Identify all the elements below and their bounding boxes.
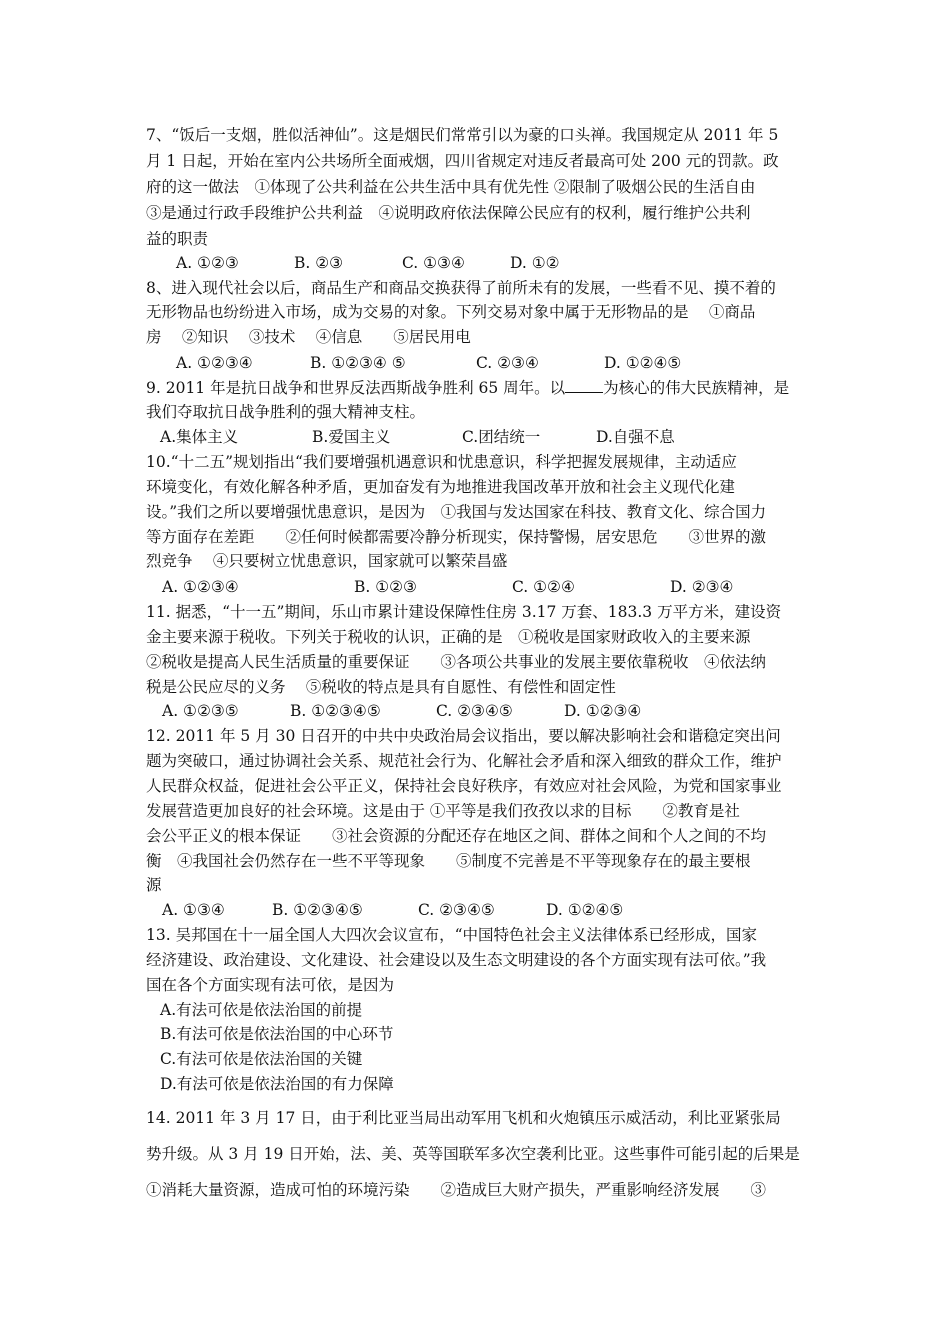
q12-option-c[interactable]: C. ②③④⑤ — [418, 901, 495, 919]
q7-option-c[interactable]: C. ①③④ — [402, 254, 465, 272]
q9-line-2: 我们夺取抗日战争胜利的强大精神支柱。 — [146, 403, 426, 421]
q12-option-a[interactable]: A. ①③④ — [162, 901, 225, 919]
q9-line-1 — [146, 377, 816, 399]
q10-line-4: 等方面存在差距 ②任何时候都需要冷静分析现实，保持警惕，居安思危 ③世界的激 — [146, 528, 767, 546]
q9-option-c[interactable]: C.团结统一 — [462, 428, 541, 446]
q8-option-a[interactable]: A. ①②③④ — [176, 354, 253, 372]
q13-line-2: 经济建设、政治建设、文化建设、社会建设以及生态文明建设的各个方面实现有法可依。”我 — [146, 951, 767, 969]
q13-line-3: 国在各个方面实现有法可依，是因为 — [146, 976, 395, 994]
q10-line-3: 设。”我们之所以要增强忧患意识，是因为 ①我国与发达国家在科技、教育文化、综合国力 — [146, 503, 767, 521]
q10-option-b[interactable]: B. ①②③ — [354, 578, 417, 596]
q14-line-1: 14. 2011 年 3 月 17 日，由于利比亚当局出动军用飞机和火炮镇压示威活动，利比亚紧张局 — [146, 1109, 781, 1127]
q12-line-2: 题为突破口，通过协调社会关系、规范社会行为、化解社会矛盾和深入细致的群众工作，维护 — [146, 752, 782, 770]
q12-option-d[interactable]: D. ①②④⑤ — [546, 901, 624, 919]
q7-line-3: 府的这一做法 ①体现了公共利益在公共生活中具有优先性 ②限制了吸烟公民的生活自由 — [146, 178, 756, 196]
q10-option-a[interactable]: A. ①②③④ — [162, 578, 239, 596]
q7-line-2: 月 1 日起，开始在室内公共场所全面戒烟，四川省规定对违反者最高可处 200 元的罚款。政 — [146, 152, 779, 170]
q7-option-b[interactable]: B. ②③ — [294, 254, 344, 272]
q9-text-before-blank: 9. 2011 年是抗日战争和世界反法西斯战争胜利 65 周年。以 — [146, 379, 566, 397]
q10-option-c[interactable]: C. ①②④ — [512, 578, 575, 596]
q8-line-1: 8、进入现代社会以后，商品生产和商品交换获得了前所未有的发展，一些看不见、摸不着的 — [146, 279, 776, 297]
q7-option-a[interactable]: A. ①②③ — [176, 254, 239, 272]
q13-option-c[interactable]: C.有法可依是依法治国的关键 — [160, 1050, 363, 1068]
q8-line-2: 无形物品也纷纷进入市场，成为交易的对象。下列交易对象中属于无形物品的是 ①商品 — [146, 303, 756, 321]
q11-option-a[interactable]: A. ①②③⑤ — [162, 702, 239, 720]
q10-option-d[interactable]: D. ②③④ — [670, 578, 734, 596]
q9-option-d[interactable]: D.自强不息 — [596, 428, 675, 446]
q12-option-b[interactable]: B. ①②③④⑤ — [272, 901, 363, 919]
q11-line-2: 金主要来源于税收。下列关于税收的认识，正确的是 ①税收是国家财政收入的主要来源 — [146, 628, 751, 646]
q12-line-5: 会公平正义的根本保证 ③社会资源的分配还存在地区之间、群体之间和个人之间的不均 — [146, 827, 767, 845]
q7-line-4: ③是通过行政手段维护公共利益 ④说明政府依法保障公民应有的权利，履行维护公共利 — [146, 204, 751, 222]
q13-option-d[interactable]: D.有法可依是依法治国的有力保障 — [160, 1075, 394, 1093]
q8-option-c[interactable]: C. ②③④ — [476, 354, 539, 372]
q11-option-c[interactable]: C. ②③④⑤ — [436, 702, 513, 720]
q8-option-b[interactable]: B. ①②③④ ⑤ — [310, 354, 406, 372]
q9-blank — [565, 378, 603, 393]
q13-option-a[interactable]: A.有法可依是依法治国的前提 — [160, 1001, 363, 1019]
q7-line-1: 7、“饭后一支烟，胜似活神仙”。这是烟民们常常引以为豪的口头禅。我国规定从 2011 年 5 — [146, 126, 779, 144]
q10-line-1: 10.“十二五”规划指出“我们要增强机遇意识和忧患意识，科学把握发展规律，主动适应 — [146, 453, 737, 471]
q10-line-2: 环境变化，有效化解各种矛盾，更加奋发有为地推进我国改革开放和社会主义现代化建 — [146, 478, 736, 496]
q11-line-1: 11. 据悉，“十一五”期间，乐山市累计建设保障性住房 3.17 万套、183.3 万平方米，建设资 — [146, 603, 782, 621]
q8-line-3: 房 ②知识 ③技术 ④信息 ⑤居民用电 — [146, 328, 471, 346]
q14-line-2: 势升级。从 3 月 19 日开始，法、美、英等国联军多次空袭利比亚。这些事件可能引起的后果是 — [146, 1145, 800, 1163]
q11-line-3: ②税收是提高人民生活质量的重要保证 ③各项公共事业的发展主要依靠税收 ④依法纳 — [146, 653, 767, 671]
q9-option-b[interactable]: B.爱国主义 — [312, 428, 391, 446]
q12-line-6: 衡 ④我国社会仍然存在一些不平等现象 ⑤制度不完善是不平等现象存在的最主要根 — [146, 852, 751, 870]
q12-line-7: 源 — [146, 876, 162, 894]
q10-line-5: 烈竞争 ④只要树立忧患意识，国家就可以繁荣昌盛 — [146, 552, 508, 570]
q11-option-b[interactable]: B. ①②③④⑤ — [290, 702, 381, 720]
q9-text-after-blank: 为核心的伟大民族精神，是 — [603, 379, 790, 397]
q7-line-5: 益的职责 — [146, 230, 209, 248]
q8-option-d[interactable]: D. ①②④⑤ — [604, 354, 682, 372]
q12-line-3: 人民群众权益，促进社会公平正义，保持社会良好秩序，有效应对社会风险，为党和国家事业 — [146, 777, 782, 795]
q14-line-3: ①消耗大量资源，造成可怕的环境污染 ②造成巨大财产损失，严重影响经济发展 ③ — [146, 1181, 767, 1199]
q13-line-1: 13. 吴邦国在十一届全国人大四次会议宣布，“中国特色社会主义法律体系已经形成，国家 — [146, 926, 758, 944]
q13-option-b[interactable]: B.有法可依是依法治国的中心环节 — [160, 1025, 394, 1043]
q12-line-4: 发展营造更加良好的社会环境。这是由于 ①平等是我们孜孜以求的目标 ②教育是社 — [146, 802, 740, 820]
q7-option-d[interactable]: D. ①② — [510, 254, 560, 272]
q11-option-d[interactable]: D. ①②③④ — [564, 702, 642, 720]
q11-line-4: 税是公民应尽的义务 ⑤税收的特点是具有自愿性、有偿性和固定性 — [146, 678, 616, 696]
q9-option-a[interactable]: A.集体主义 — [160, 428, 239, 446]
q12-line-1: 12. 2011 年 5 月 30 日召开的中共中央政治局会议指出，要以解决影响社会和谐稳定突出问 — [146, 727, 781, 745]
